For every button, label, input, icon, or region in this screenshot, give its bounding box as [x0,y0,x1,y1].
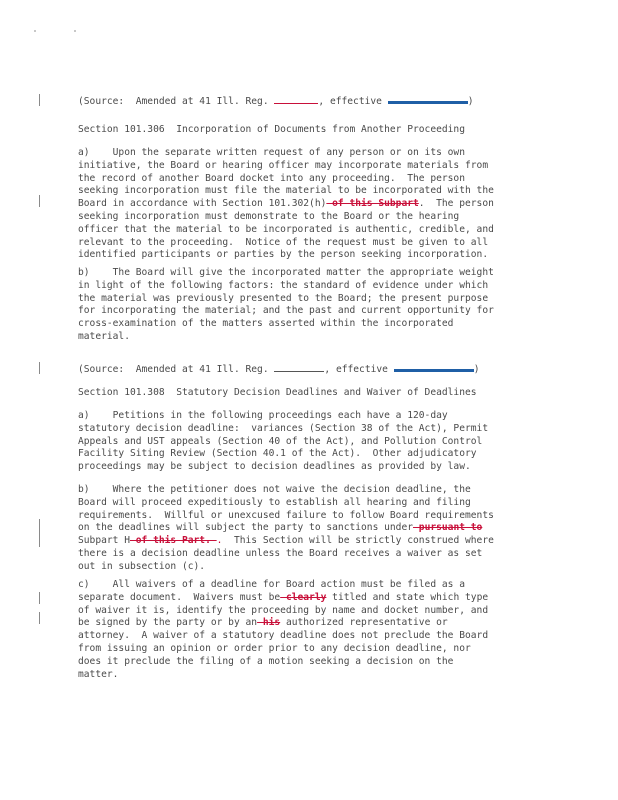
revision-bar [39,592,40,604]
revision-bar [39,362,40,374]
scan-speck [74,30,76,32]
deleted-text: clearly [280,591,327,603]
subsection-a: a) Petitions in the following proceedings each have a 120-day statutory decision deadline: variances (Section 38 of the Act), Permit Appeals and UST appeals (Section 40 of the Act), and Pollution Control Facility Siting Review (Section 40.1 of the Act). Other adjudicatory proceedings may be subject to decision deadlines as provided by law. [78,410,489,473]
revision-bar [39,519,40,547]
section-heading: Section 101.308 Statutory Decision Deadlines and Waiver of Deadlines [78,387,477,398]
subsection-b: b) The Board will give the incorporated matter the appropriate weight in light of the following factors: the standard of evidence under which the material was previously presented to the Board; the present purpose for incorporating the material; and the past and current opportunity for cross-examination of the matters asserted within the incorporated material. [78,267,494,342]
inserted-text: . [216,535,223,547]
deleted-text: pursuant to [413,522,483,534]
scan-speck [34,30,36,32]
deleted-text: of this Part. [129,535,217,547]
source-note: (Source: Amended at 41 Ill. Reg. , effective ) [78,364,480,375]
deleted-text: his [257,617,281,629]
subsection-c: c) All waivers of a deadline for Board action must be filed as a separate document. Waivers must be clearly titled and state which type of waiver it is, identify the proceeding by name and docket number, and be signed by the party or by an his authorized representative or attorney. A waiver of a statutory deadline does not preclude the Board from issuing an opinion or order prior to any decision deadline, nor does it preclude the filing of a motion seeking a decision on the matter. [78,579,489,680]
revision-bar [39,195,40,207]
source-note: (Source: Amended at 41 Ill. Reg. , effective ) [78,96,474,107]
subsection-a: a) Upon the separate written request of any person or on its own initiative, the Board or hearing officer may incorporate materials from the record of another Board docket into any proceeding. The person seeking incorporation must file the material to be incorporated with the Board in accordance with Section 101.302(h) of this Subpart. The person seeking incorporation must demonstrate to the Board or the hearing officer that the material to be incorporated is authentic, credible, and relevant to the proceeding. Notice of the request must be given to all identified participants or parties by the person seeking incorporation. [78,147,494,261]
deleted-text: of this Subpart [326,198,419,210]
revision-bar [39,94,40,106]
revision-bar [39,612,40,624]
subsection-b: b) Where the petitioner does not waive the decision deadline, the Board will proceed expeditiously to establish all hearing and filing requirements. Willful or unexcused failure to follow Board requirements on the deadlines will subject the party to sanctions under pursuant to Subpart H of this Part. . This Section will be strictly construed where there is a decision deadline unless the Board receives a waiver as set out in subsection (c). [78,484,494,572]
section-heading: Section 101.306 Incorporation of Documents from Another Proceeding [78,124,465,135]
